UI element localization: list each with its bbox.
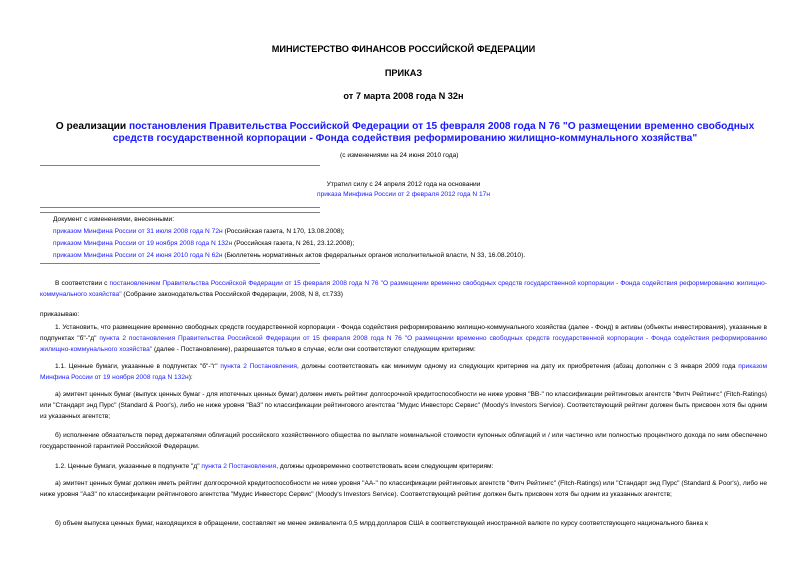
paragraph-1-2-link[interactable]: пункта 2 Постановления — [201, 463, 277, 470]
expired-link[interactable]: приказа Минфина России от 2 февраля 2012 года N 17н — [317, 191, 490, 198]
amendment-item: приказом Минфина России от 31 июля 2008 года N 72н (Российская газета, N 170, 13.08.2008); — [53, 228, 345, 235]
amendment-item: приказом Минфина России от 24 июня 2010 года N 62н (Бюллетень нормативных актов федеральных органов исполнительной власти, N 33, 16.08.2010). — [53, 252, 526, 259]
amended-note: (с изменениями на 24 июня 2010 года) — [340, 152, 459, 159]
paragraph-1-1-a: а) эмитент ценных бумаг (выпуск ценных бумаг - для ипотечных ценных бумаг) должен иметь рейтинг долгосрочной кредитоспособности не ниже уровня "ВВ-" по классификации рейтинговых агентств "Фитч Рейтингс" (Fitch-Ratings) или "Стандарт энд Пурс" (Standard & Poor's), либо не ниже уровня "Ва3" по классификации рейтингового агентства "Мудис Инвесторс Сервис" (Moody's Investors Service). Соответствующий рейтинг должен быть присвоен хотя бы одним из указанных агентств; — [40, 391, 767, 420]
amendment-link[interactable]: приказом Минфина России от 31 июля 2008 года N 72н — [53, 228, 223, 235]
amendment-item: приказом Минфина России от 19 ноября 2008 года N 132н (Российская газета, N 261, 23.12.2008); — [53, 240, 355, 247]
divider — [40, 207, 320, 208]
paragraph-1-1: 1.1. Ценные бумаги, указанные в подпунктах "б"-"г" пункта 2 Постановления, должны соответствовать как минимум одному из следующих критериев на дату их приобретения (абзац дополнен с 3 января 2009 года приказом Минфина России от 19 ноября 2008 года N 132н): — [40, 363, 767, 381]
paragraph-1: 1. Установить, что размещение временно свободных средств государственной корпорации - Фонда содействия реформированию жилищно-коммунального хозяйства (далее - Фонд) в активы (объекты инвестирования), указанные в подпунктах "б"-"д" пункта 2 постановления Правительства Российской Федерации от 15 февраля 2008 года N 76 "О размещении временно свободных средств государственной корпорации - Фонда содействия реформированию жилищно-коммунального хозяйства" (далее - Постановление), разрешается только в случае, если они соответствуют следующим критериям: — [40, 324, 767, 353]
paragraph-1-1-b: б) исполнение обязательств перед держателями облигаций российского хозяйственного общества по выплате номинальной стоимости купонных облигаций и / или частично или полностью процентного дохода по ним обеспечено государственной гарантией Российской Федерации. — [40, 432, 767, 450]
amendments-heading: Документ с изменениями, внесенными: — [53, 216, 175, 223]
paragraph-1-2-b: б) объем выпуска ценных бумаг, находящихся в обращении, составляет не менее эквивалента 0,5 млрд.долларов США в соответствующей иностранной валюте по курсу соответствующего национального банка к — [55, 520, 708, 527]
title-prefix: О реализации — [55, 121, 129, 132]
title-link[interactable]: постановления Правительства Российской Федерации от 15 февраля 2008 года N 76 "О размещении временно свободных средств государственной корпорации - Фонда содействия реформированию жилищно-коммунального хозяйства" — [112, 121, 755, 144]
paragraph-1-2-a: а) эмитент ценных бумаг должен иметь рейтинг долгосрочной кредитоспособности не ниже уровня "АА-" по классификации рейтинговых агентств "Фитч Рейтингс" (Fitch-Ratings) или "Стандарт энд Пурс" (Standard & Poor's), либо не ниже уровня "Аа3" по классификации рейтингового агентства "Мудис Инвесторс Сервис" (Moody's Investors Service). Соответствующий рейтинг должен быть присвоен хотя бы одним из указанных агентств; — [40, 480, 767, 498]
preamble: В соответствии с постановлением Правительства Российской Федерации от 15 февраля 2008 года N 76 "О размещении временно свободных средств государственной корпорации - Фонда содействия реформированию жилищно-коммунального хозяйства" (Собрание законодательства Российской Федерации, 2008, N 8, ст.733) — [40, 280, 767, 298]
document-title — [40, 121, 770, 145]
paragraph-1-1-amend-link[interactable]: приказом Минфина России от 19 ноября 2008 года N 132н — [40, 363, 767, 381]
expired-notice — [0, 180, 807, 200]
divider — [40, 212, 320, 213]
document-type: ПРИКАЗ — [384, 68, 423, 78]
document-date: от 7 марта 2008 года N 32н — [343, 91, 464, 101]
amendments-block — [53, 215, 773, 261]
ministry-heading: МИНИСТЕРСТВО ФИНАНСОВ РОССИЙСКОЙ ФЕДЕРАЦИИ — [271, 44, 536, 54]
order-word: приказываю: — [40, 311, 80, 318]
divider — [40, 165, 320, 166]
preamble-link[interactable]: постановлением Правительства Российской Федерации от 15 февраля 2008 года N 76 "О размещении временно свободных средств государственной корпорации - Фонда содействия реформированию жилищно-коммунального хозяйства" — [40, 280, 767, 298]
amendment-link[interactable]: приказом Минфина России от 19 ноября 2008 года N 132н — [53, 240, 233, 247]
divider — [40, 263, 320, 264]
amendment-link[interactable]: приказом Минфина России от 24 июня 2010 года N 62н — [53, 252, 223, 259]
expired-text: Утратил силу с 24 апреля 2012 года на основании — [326, 181, 481, 188]
paragraph-1-link[interactable]: пункта 2 постановления Правительства Российской Федерации от 15 февраля 2008 года N 76 "О размещении временно свободных средств государственной корпорации - Фонда содействия реформированию жилищно-коммунального хозяйства" — [40, 335, 767, 353]
paragraph-1-2: 1.2. Ценные бумаги, указанные в подпункте "д" пункта 2 Постановления, должны одновременно соответствовать всем следующим критериям: — [55, 463, 494, 470]
paragraph-1-1-link[interactable]: пункта 2 Постановления — [220, 363, 298, 370]
